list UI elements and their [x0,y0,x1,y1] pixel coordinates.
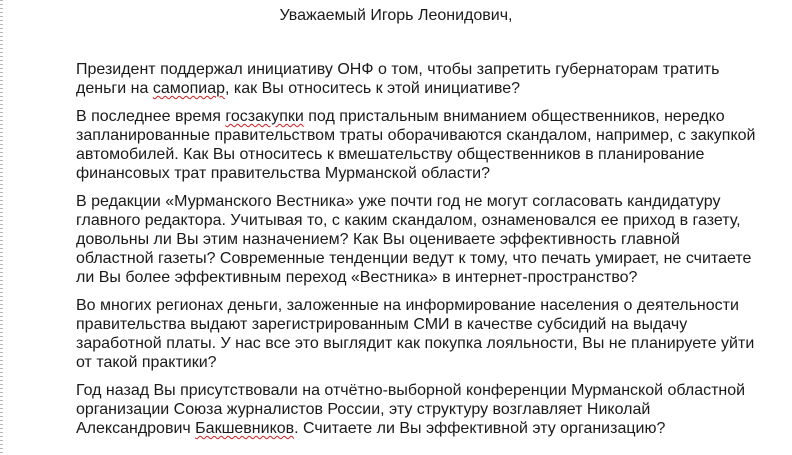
paragraph-text: . Считаете ли Вы эффективной эту организацию? [294,420,666,437]
paragraph-text: , как Вы относитесь к этой инициативе? [225,80,521,97]
spellcheck-flagged-word[interactable]: самопиар [152,80,226,97]
paragraph-text: под пристальным вниманием общественников, нередко запланированные правительством траты оборачиваются скандалом, например, с закупкой автомобилей. Как Вы относитесь к вмешательству общественников в планирование финансовых трат правительства Мурманской области? [76,108,756,182]
paragraph-text: Год назад Вы присутствовали на отчётно-выборной конференции Мурманской областной организации Союза журналистов России, эту структуру возглавляет Николай Александрович [76,382,746,437]
paragraph-text: Президент поддержал инициативу ОНФ о том, чтобы запретить губернаторам тратить деньги на [76,61,720,97]
paragraph-4[interactable] [76,296,760,372]
paragraph-text: Во многих регионах деньги, заложенные на информирование населения о деятельности правительства выдают зарегистрированным СМИ в качестве субсидий на выдачу заработной платы. У нас все это выглядит как покупка лояльности, Вы не планируете уйти от такой практики? [76,297,755,371]
paragraph-1[interactable] [76,60,760,98]
paragraph-2[interactable] [76,107,760,183]
salutation-line: Уважаемый Игорь Леонидович, [279,7,513,24]
document-body[interactable] [76,60,760,447]
spellcheck-flagged-word[interactable]: госзакупки [225,108,304,125]
paragraph-5[interactable] [76,381,760,438]
paragraph-text: В редакции «Мурманского Вестника» уже почти год не могут согласовать кандидатуру главного редактора. Учитывая то, с каким скандалом, ознаменовался ее приход в газету, довольны ли Вы этим назначением? Как Вы оцениваете эффективность главной областной газеты? Современные тенденции ведут к тому, что печать умирает, не считаете ли Вы более эффективным переход «Вестника» в интернет-пространство? [76,193,752,286]
left-margin-guide [0,0,3,455]
spellcheck-flagged-word[interactable]: Бакшевников [195,420,295,437]
paragraph-3[interactable] [76,192,760,287]
paragraph-text: В последнее время [76,108,226,125]
